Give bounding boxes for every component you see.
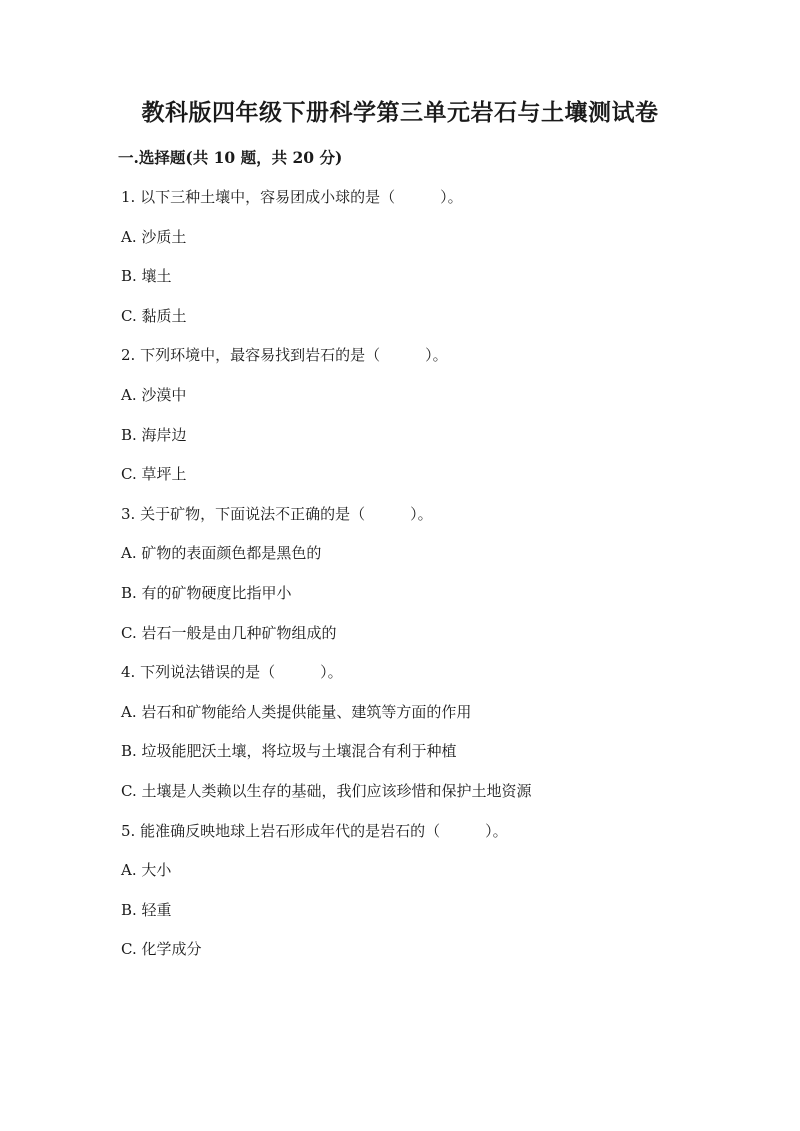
question-option: B. 有的矿物硬度比指甲小: [121, 583, 292, 602]
question-option: C. 草坪上: [121, 465, 187, 484]
question-1: [121, 185, 721, 343]
page-title: 教科版四年级下册科学第三单元岩石与土壤测试卷: [141, 99, 659, 126]
question-list: [121, 185, 721, 977]
question-option: A. 沙质土: [121, 227, 187, 246]
question-option: C. 黏质土: [121, 306, 187, 325]
question-option: C. 土壤是人类赖以生存的基础，我们应该珍惜和保护土地资源: [121, 781, 532, 800]
question-5: [121, 819, 721, 977]
question-option: B. 壤土: [121, 267, 172, 286]
question-stem: 3. 关于矿物，下面说法不正确的是（ ）。: [121, 504, 433, 523]
question-option: A. 岩石和矿物能给人类提供能量、建筑等方面的作用: [121, 702, 472, 721]
question-4: [121, 660, 721, 818]
question-stem: 2. 下列环境中，最容易找到岩石的是（ ）。: [121, 346, 448, 365]
question-option: A. 大小: [121, 861, 172, 880]
question-option: C. 岩石一般是由几种矿物组成的: [121, 623, 337, 642]
question-option: B. 轻重: [121, 900, 172, 919]
question-option: A. 矿物的表面颜色都是黑色的: [121, 544, 322, 563]
section-heading: 一.选择题(共 10 题，共 20 分): [118, 148, 343, 167]
question-option: B. 垃圾能肥沃土壤，将垃圾与土壤混合有利于种植: [121, 742, 457, 761]
question-option: A. 沙漠中: [121, 385, 187, 404]
question-option: C. 化学成分: [121, 940, 202, 959]
question-3: [121, 502, 721, 660]
question-stem: 4. 下列说法错误的是（ ）。: [121, 663, 343, 682]
question-stem: 5. 能准确反映地球上岩石形成年代的是岩石的（ ）。: [121, 821, 508, 840]
question-option: B. 海岸边: [121, 425, 187, 444]
question-stem: 1. 以下三种土壤中，容易团成小球的是（ ）。: [121, 188, 463, 206]
question-2: [121, 343, 721, 501]
